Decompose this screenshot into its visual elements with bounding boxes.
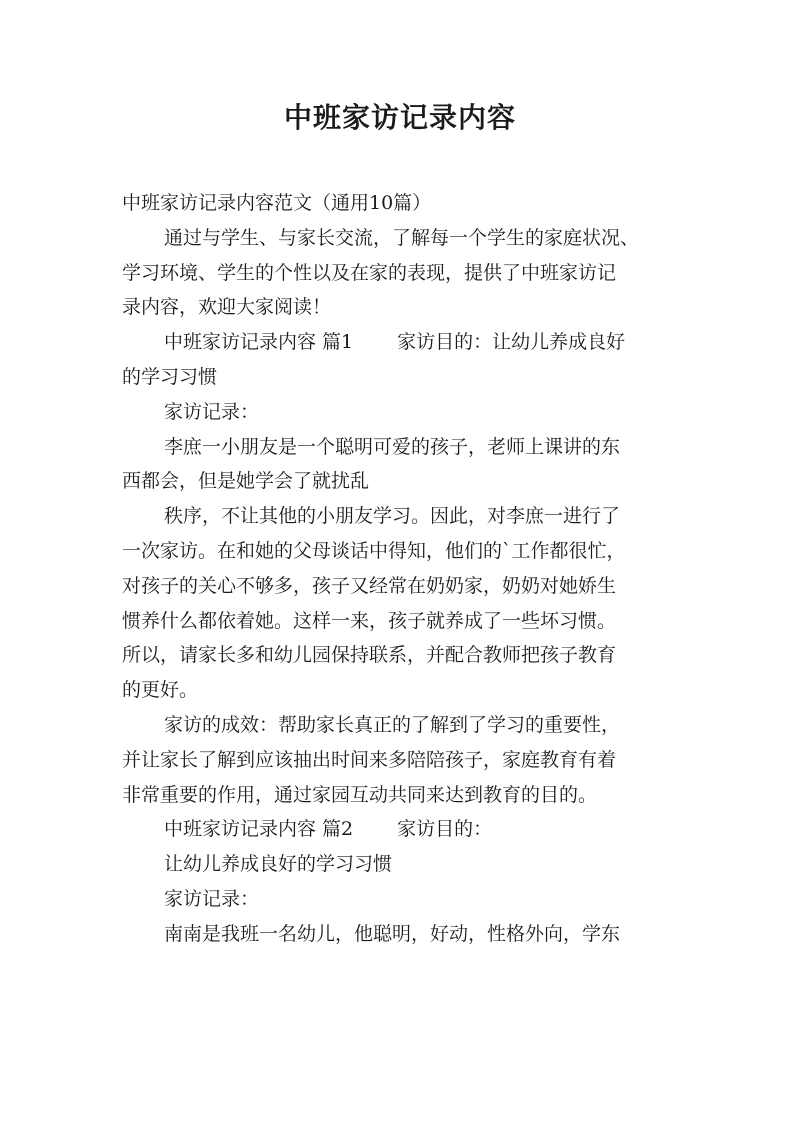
text-line: 秩序，不让其他的小朋友学习。因此，对李庶一进行了 <box>164 505 621 528</box>
visit-purpose: 家访目的：让幼儿养成良好 <box>397 331 626 354</box>
text-line: 让幼儿养成良好的学习习惯 <box>164 853 393 876</box>
text-line: 南南是我班一名幼儿，他聪明，好动，性格外向，学东 <box>164 922 621 945</box>
text-line: 家访记录： <box>164 887 260 910</box>
section-heading: 中班家访记录内容 篇2 <box>164 818 354 841</box>
text-line: 的更好。 <box>122 679 199 702</box>
text-line: 中班家访记录内容范文（通用10篇） <box>122 192 432 214</box>
text-line: 西都会，但是她学会了就扰乱 <box>122 470 370 493</box>
text-line: 家访记录： <box>164 400 260 423</box>
text-line: 对孩子的关心不够多，孩子又经常在奶奶家，奶奶对她娇生 <box>122 574 617 597</box>
text-line: 录内容，欢迎大家阅读！ <box>122 296 332 319</box>
text-line <box>122 812 682 847</box>
text-line: 的学习习惯 <box>122 365 218 388</box>
text-line: 学习环境、学生的个性以及在家的表现，提供了中班家访记 <box>122 261 617 284</box>
text-line: 李庶一小朋友是一个聪明可爱的孩子，老师上课讲的东 <box>164 435 621 458</box>
text-line: 所以，请家长多和幼儿园保持联系，并配合教师把孩子教育 <box>122 644 617 667</box>
text-line <box>122 325 682 360</box>
text-line: 非常重要的作用，通过家园互动共同来达到教育的目的。 <box>122 783 598 806</box>
section-heading: 中班家访记录内容 篇1 <box>164 331 354 354</box>
text-line: 一次家访。在和她的父母谈话中得知，他们的`工作都很忙， <box>122 539 626 562</box>
text-line: 并让家长了解到应该抽出时间来多陪陪孩子，家庭教育有着 <box>122 748 617 771</box>
text-line: 家访的成效：帮助家长真正的了解到了学习的重要性， <box>164 713 621 736</box>
visit-purpose: 家访目的： <box>397 818 493 841</box>
document-body <box>122 186 682 952</box>
text-line: 惯养什么都依着她。这样一来，孩子就养成了一些坏习惯。 <box>122 609 617 632</box>
text-line: 通过与学生、与家长交流，了解每一个学生的家庭状况、 <box>164 226 640 249</box>
document-title: 中班家访记录内容 <box>283 101 516 134</box>
